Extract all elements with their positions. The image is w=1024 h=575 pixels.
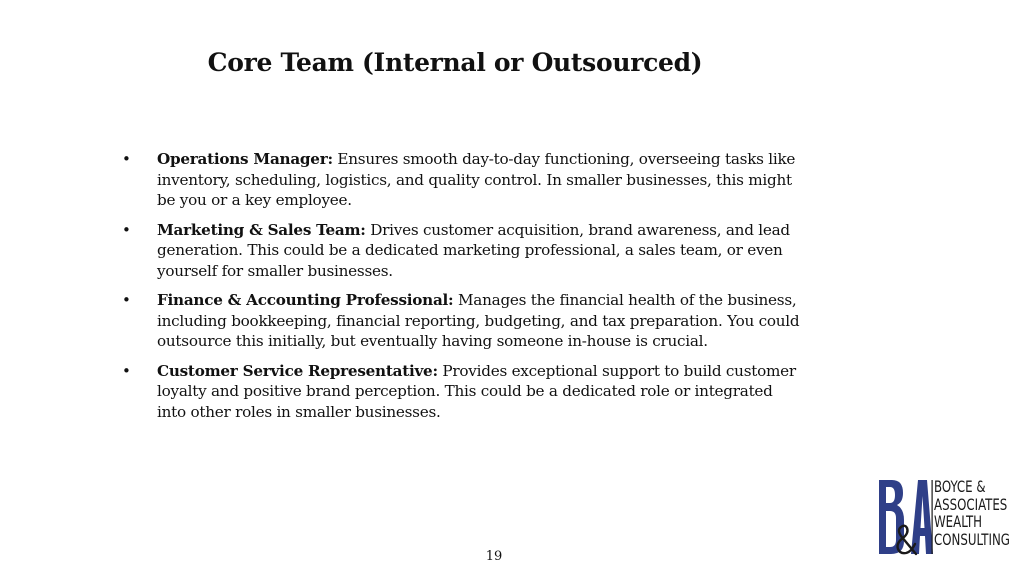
logo-monogram-icon: [876, 478, 934, 558]
logo-wordmark: [934, 478, 1010, 548]
bullet-text: Drives customer acquisition, brand awareness, and lead generation. This could be a dedicated marketing professional, a sales team, or even yourself for smaller businesses.: [157, 220, 790, 280]
slide-title: Core Team (Internal or Outsourced): [207, 48, 703, 77]
bullet-text: Provides exceptional support to build customer loyalty and positive brand perception. This could be a dedicated role or integrated into other roles in smaller businesses.: [157, 361, 796, 421]
page-number: 19: [485, 549, 503, 564]
logo-wordmark-line: ASSOCIATES: [934, 494, 1008, 514]
bullet-icon: •: [122, 291, 131, 309]
list-item: [120, 149, 800, 211]
list-item: [120, 361, 800, 423]
logo-wordmark-line: BOYCE &: [934, 477, 986, 496]
bullet-icon: •: [122, 150, 131, 168]
logo-wordmark-line: CONSULTING: [934, 529, 1010, 549]
bullet-term: Finance & Accounting Professional:: [157, 291, 454, 309]
bullet-text: Manages the financial health of the business, including bookkeeping, financial reporting, budgeting, and tax preparation. You could outsource this initially, but eventually having someone in-house is crucial.: [157, 291, 800, 350]
logo-divider: [932, 480, 933, 554]
company-logo: [876, 478, 1016, 558]
bullet-term: Customer Service Representative:: [157, 361, 438, 380]
logo-wordmark-line: WEALTH: [934, 512, 983, 531]
bullet-icon: •: [122, 220, 131, 239]
bullet-text: Ensures smooth day-to-day functioning, overseeing tasks like inventory, scheduling, logistics, and quality control. In smaller businesses, this might be you or a key employee.: [157, 150, 796, 209]
logo-letter-b: [879, 480, 904, 554]
list-item: [120, 290, 800, 352]
bullet-list: [120, 149, 800, 431]
logo-letter-a: [911, 480, 933, 554]
bullet-term: Operations Manager:: [157, 150, 333, 168]
bullet-term: Marketing & Sales Team:: [157, 220, 366, 239]
bullet-icon: •: [122, 361, 131, 380]
list-item: [120, 220, 800, 282]
